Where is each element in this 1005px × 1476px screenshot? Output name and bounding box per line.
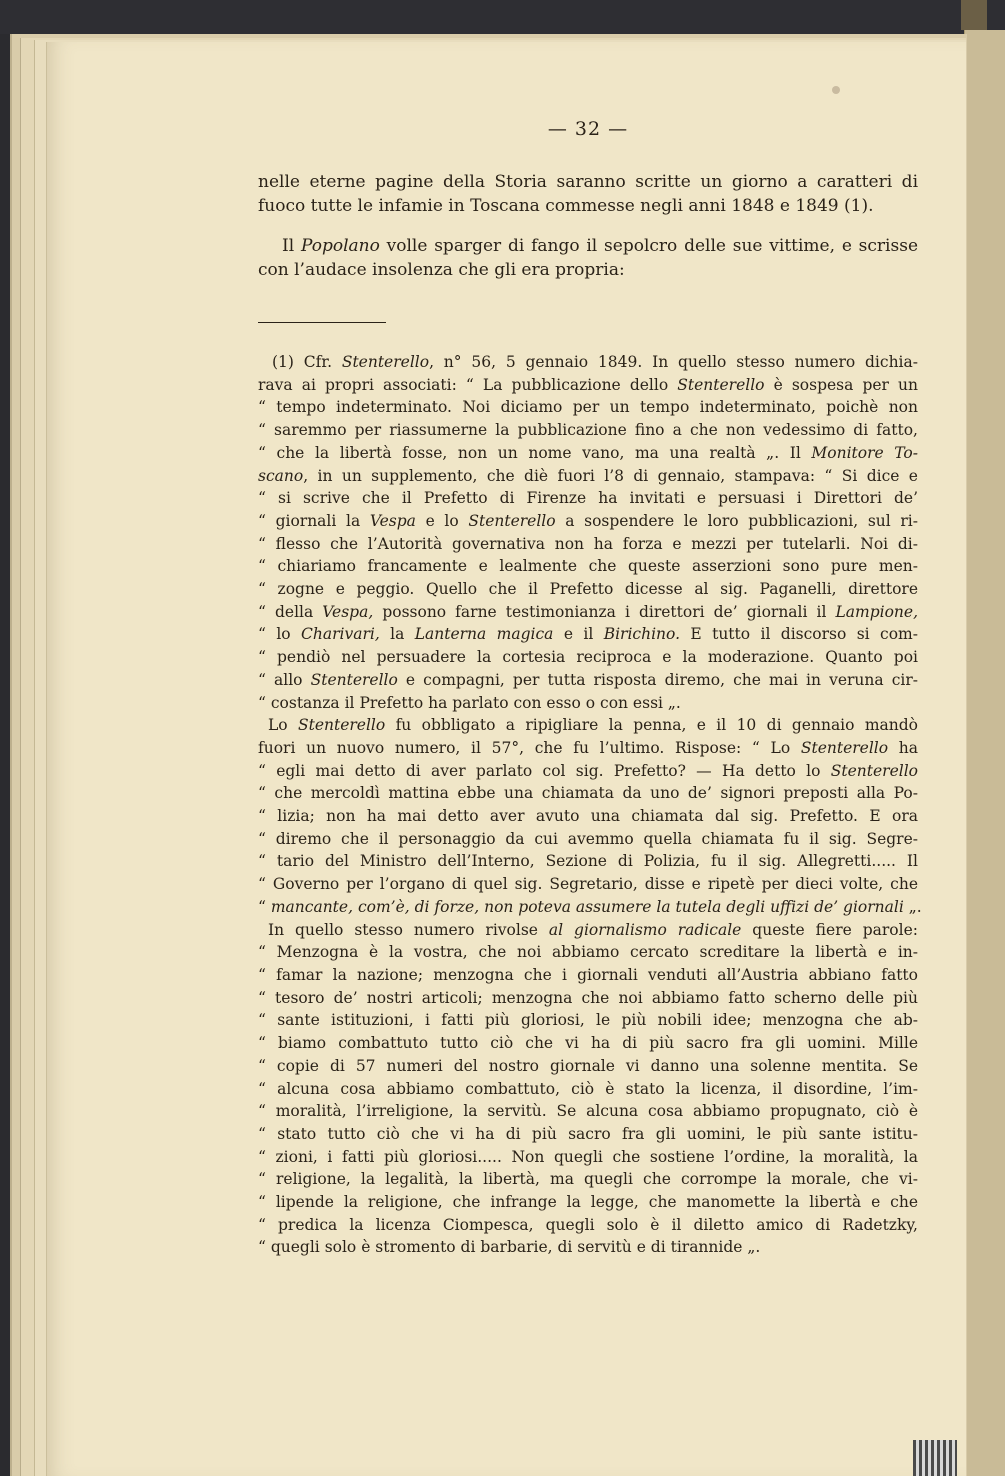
footnote-line <box>258 782 918 805</box>
body-paragraph <box>258 234 918 282</box>
text-run: fuori un nuovo numero, il 57°, che fu l’ultimo. Rispose: “ Lo <box>258 738 801 757</box>
footnote-line <box>258 1032 918 1055</box>
text-run: ha <box>888 738 918 757</box>
text-run: è sospesa per un <box>764 375 918 394</box>
italic-title: Stenterello <box>297 716 386 735</box>
text-run: “ della <box>258 602 323 621</box>
page-text-block <box>258 118 922 1259</box>
text-run: , n° 56, 5 gennaio 1849. In quello stesso numero dichia- <box>429 353 918 371</box>
footnote-line <box>258 1146 918 1169</box>
footnote-line <box>258 850 918 873</box>
italic-title: scano <box>258 466 304 485</box>
scan-background <box>0 0 1005 34</box>
text-run: “ Governo per l’organo di quel sig. Segretario, disse e ripetè per dieci volte, che <box>258 875 918 894</box>
footnote-line <box>258 601 918 624</box>
text-run: possono farne testimonianza i direttori de’ giornali il <box>373 602 836 621</box>
text-run: “ allo <box>258 670 311 689</box>
text-run: “ sante istituzioni, i fatti più gloriosi, le più nobili idee; menzogna che ab- <box>258 1011 918 1030</box>
text-run: “ chiariamo francamente e lealmente che queste asserzioni sono pure men- <box>258 557 918 576</box>
text-run: “ flesso che l’Autorità governativa non ha forza e mezzi per tutelarli. Noi di- <box>258 534 918 553</box>
footnote-line <box>258 555 918 578</box>
footnote-line <box>258 442 918 465</box>
text-run: e compagni, per tutta risposta diremo, che mai in veruna cir- <box>397 670 918 689</box>
text-run: (1) Cfr. <box>272 353 342 371</box>
text-run: la <box>379 625 415 644</box>
italic-title: Popolano <box>300 236 380 256</box>
footnote-line <box>258 1055 918 1078</box>
footnote-line <box>258 465 918 488</box>
text-run: “ quegli solo è stromento di barbarie, di servitù e di tirannide „. <box>258 1238 761 1257</box>
footnote-line <box>258 1078 918 1101</box>
text-run: “ saremmo per riassumerne la pubblicazione fino a che non vedessimo di fatto, <box>258 421 918 440</box>
italic-title: Stenterello <box>341 353 430 371</box>
italic-title: Vespa, <box>322 602 374 621</box>
text-run: “ alcuna cosa abbiamo combattuto, ciò è stato la licenza, il disordine, l’im- <box>258 1079 918 1098</box>
text-run: “ giornali la <box>258 511 370 530</box>
footnote-line <box>258 964 918 987</box>
footnote-line <box>258 941 918 964</box>
italic-title: Stenterello <box>310 670 398 689</box>
text-run: “ lipende la religione, che infrange la legge, che manomette la libertà e che <box>258 1193 918 1212</box>
footnote-line <box>258 987 918 1010</box>
text-run: “ Menzogna è la vostra, che noi abbiamo cercato screditare la libertà e in- <box>258 943 918 962</box>
footnote-line <box>258 692 918 715</box>
text-run: “ stato tutto ciò che vi ha di più sacro fra gli uomini, le più sante istitu- <box>258 1124 918 1143</box>
footnote-line <box>258 487 918 510</box>
text-run: “ biamo combattuto tutto ciò che vi ha di più sacro fra gli uomini. Mille <box>258 1034 918 1053</box>
italic-title: Stenterello <box>830 761 918 780</box>
footnote-line <box>258 896 922 919</box>
footnote-line <box>258 374 918 397</box>
text-run: E tutto il discorso si com- <box>680 625 918 644</box>
footnote-line <box>258 1191 918 1214</box>
text-run: “ che la libertà fosse, non un nome vano, ma una realtà „. Il <box>258 443 812 462</box>
footnote-line <box>258 623 918 646</box>
text-run: “ religione, la legalità, la libertà, ma quegli che corrompe la morale, che vi- <box>258 1170 918 1189</box>
text-run: queste fiere parole: <box>741 920 918 939</box>
text-run: “ tario del Ministro dell’Interno, Sezione di Polizia, fu il sig. Allegretti..... Il <box>258 852 918 871</box>
italic-title: Stenterello <box>800 738 889 757</box>
text-run: , in un supplemento, che diè fuori l’8 di gennaio, stampava: “ Si dice e <box>303 466 918 485</box>
text-run: In quello stesso numero rivolse <box>268 920 549 939</box>
text-run: “ egli mai detto di aver parlato col sig. Prefetto? — Ha detto lo <box>258 761 831 780</box>
text-run: “ diremo che il personaggio da cui avemmo quella chiamata fu il sig. Segre- <box>258 829 918 848</box>
footnote-line <box>258 1009 918 1032</box>
footnote <box>258 351 922 1259</box>
italic-title: Stenterello <box>677 375 765 394</box>
text-run: “ che mercoldì mattina ebbe una chiamata da uno de’ signori preposti alla Po- <box>258 784 918 803</box>
text-run: e lo <box>415 511 469 530</box>
italic-title: Lampione, <box>835 602 919 621</box>
text-run: Lo <box>268 716 298 735</box>
footnote-line <box>258 1123 918 1146</box>
italic-title: Stenterello <box>468 511 556 530</box>
italic-title: mancante, com’è, di forze, non poteva assumere la tutela degli uffizi de’ giornali <box>270 897 904 916</box>
footnote-line <box>258 873 918 896</box>
text-run: “ predica la licenza Ciompesca, quegli solo è il diletto amico di Radetzky, <box>258 1215 918 1234</box>
footnote-line <box>258 919 918 942</box>
text-run: “ pendiò nel persuadere la cortesia reciproca e la moderazione. Quanto poi <box>258 648 918 667</box>
footnote-line <box>258 510 918 533</box>
text-run: “ si scrive che il Prefetto di Firenze ha invitati e persuasi i Direttori de’ <box>258 489 918 508</box>
text-run: “ costanza il Prefetto ha parlato con esso o con essi „. <box>258 693 681 712</box>
footnote-separator <box>258 322 386 323</box>
italic-title: Monitore To- <box>811 443 918 462</box>
footnote-line <box>258 805 918 828</box>
text-run: a sospendere le loro pubblicazioni, sul ri- <box>555 511 918 530</box>
footnote-line <box>258 1214 918 1237</box>
footnote-line <box>258 578 918 601</box>
text-run: rava ai propri associati: “ La pubblicazione dello <box>258 375 678 394</box>
footnote-line <box>258 737 918 760</box>
footnote-line <box>258 1168 918 1191</box>
text-run: fu obbligato a ripigliare la penna, e il 10 di gennaio mandò <box>385 716 918 735</box>
italic-title: al giornalismo radicale <box>548 920 742 939</box>
text-run: “ famar la nazione; menzogna che i giornali venduti all’Austria abbiano fatto <box>258 965 918 984</box>
italic-title: Birichino. <box>603 625 680 644</box>
text-run: “ moralità, l’irreligione, la servitù. Se alcuna cosa abbiamo propugnato, ciò è <box>258 1102 918 1121</box>
footnote-line <box>258 1100 918 1123</box>
footnote-line <box>258 646 918 669</box>
footnote-line <box>258 760 918 783</box>
text-run: „. <box>903 897 922 916</box>
footnote-line <box>258 828 918 851</box>
body-paragraph: nelle eterne pagine della Storia saranno scritte un giorno a caratteri di fuoco tutte le infamie in Toscana commesse negli anni 1848 e 1849 (1). <box>258 172 918 216</box>
footnote-line <box>258 396 918 419</box>
text-run: “ zioni, i fatti più gloriosi..... Non quegli che sostiene l’ordine, la moralità, la <box>258 1147 918 1166</box>
text-run: “ lizia; non ha mai detto aver avuto una chiamata dal sig. Prefetto. E ora <box>258 807 918 826</box>
footnote-line <box>258 669 918 692</box>
footnote-line <box>258 1236 918 1259</box>
book-right-edge <box>964 30 1005 1476</box>
footnote-line <box>258 533 918 556</box>
text-run: “ <box>258 897 271 916</box>
footnote-line <box>258 351 918 374</box>
text-run: “ tempo indeterminato. Noi diciamo per un tempo indeterminato, poichè non <box>258 398 918 417</box>
italic-title: Vespa <box>369 511 416 530</box>
italic-title: Lanterna magica <box>414 625 554 644</box>
text-run: “ copie di 57 numeri del nostro giornale vi danno una solenne mentita. Se <box>258 1056 918 1075</box>
text-run: “ tesoro de’ nostri articoli; menzogna che noi abbiamo fatto scherno delle più <box>258 988 918 1007</box>
text-run: “ lo <box>258 625 301 644</box>
paper-stain <box>832 86 840 94</box>
text-run: e il <box>553 625 604 644</box>
page-number: — 32 — <box>547 118 629 140</box>
bookmark-ribbon <box>913 1440 957 1476</box>
text-run: volle sparger di fango il sepolcro delle sue vittime, e scrisse con l’audace insolenza che gli era propria: <box>258 236 919 280</box>
footnote-line <box>258 714 918 737</box>
binding-mark <box>961 0 987 30</box>
italic-title: Charivari, <box>301 625 380 644</box>
footnote-line <box>258 419 918 442</box>
text-run: Il <box>282 236 301 256</box>
text-run: “ zogne e peggio. Quello che il Prefetto dicesse al sig. Paganelli, direttore <box>258 580 918 599</box>
